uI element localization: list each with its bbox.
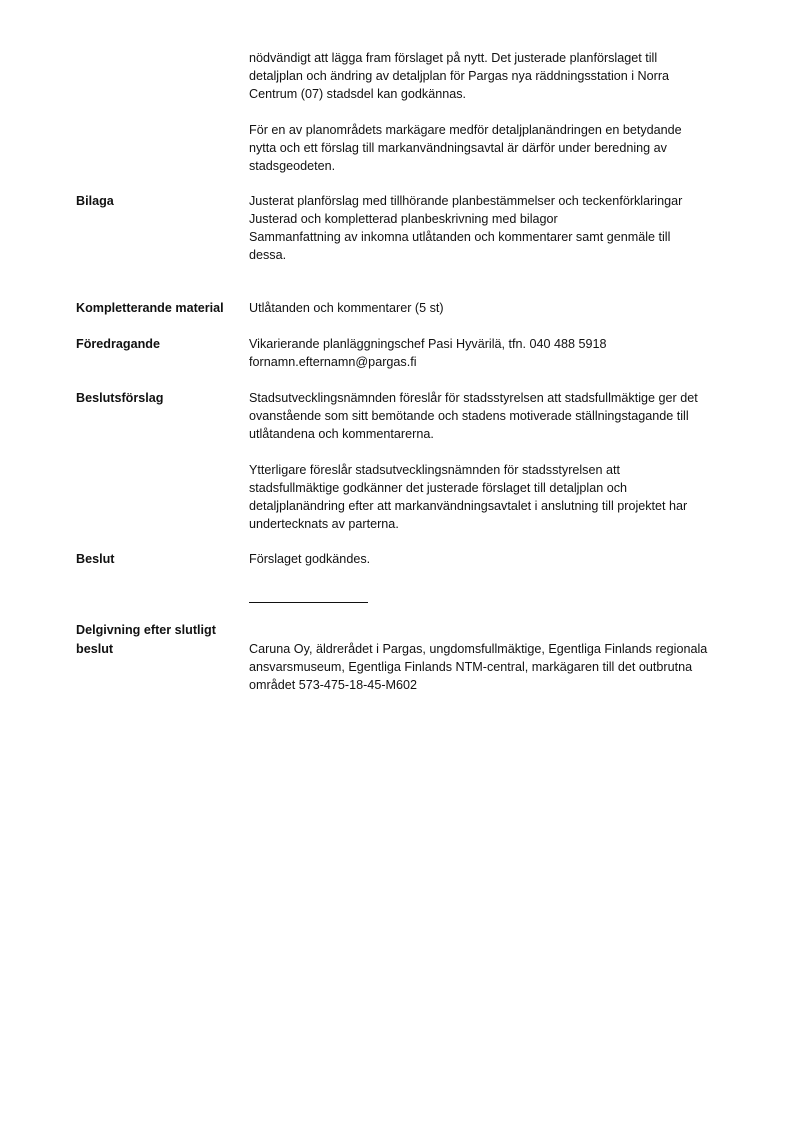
beslutsforslag-paragraph-2 [249, 461, 749, 533]
text-line: nödvändigt att lägga fram förslaget på nytt. Det justerade planförslaget till [249, 51, 658, 65]
text-line: Utlåtanden och kommentarer (5 st) [249, 301, 444, 315]
text-line: dessa. [249, 248, 287, 262]
text-line: utlåtandena och kommentarerna. [249, 427, 434, 441]
kompletterande-label: Kompletterande material [76, 301, 224, 315]
text-line: Förslaget godkändes. [249, 552, 371, 566]
intro-paragraph-2 [249, 121, 749, 175]
beslutsforslag-label: Beslutsförslag [76, 391, 164, 405]
text-line: Justerad och kompletterad planbeskrivning med bilagor [249, 212, 558, 226]
foredragande-label: Föredragande [76, 337, 160, 351]
beslutsforslag-paragraph-1 [249, 389, 749, 443]
text-line: detaljplan och ändring av detaljplan för Pargas nya räddningsstation i Norra [249, 69, 670, 83]
signature-divider [249, 602, 368, 603]
beslut-label: Beslut [76, 552, 115, 566]
kompletterande-content [249, 299, 749, 317]
bilaga-label: Bilaga [76, 194, 114, 208]
text-line: Vikarierande planläggningschef Pasi Hyvärilä, tfn. 040 488 5918 [249, 337, 607, 351]
delgivning-label-line: beslut [76, 642, 114, 656]
text-line: undertecknats av parterna. [249, 517, 399, 531]
text-line: ovanstående som sitt bemötande och stadens motiverade ställningstagande till [249, 409, 689, 423]
bilaga-content [249, 192, 749, 264]
text-line: ansvarsmuseum, Egentliga Finlands NTM-central, markägaren till det outbrutna [249, 660, 693, 674]
contact-email[interactable]: fornamn.efternamn@pargas.fi [249, 355, 417, 369]
text-line: För en av planområdets markägare medför detaljplanändringen en betydande [249, 123, 682, 137]
foredragande-content [249, 335, 749, 371]
text-line: Ytterligare föreslår stadsutvecklingsnämnden för stadsstyrelsen att [249, 463, 620, 477]
text-line: Sammanfattning av inkomna utlåtanden och kommentarer samt genmäle till [249, 230, 671, 244]
delgivning-label-line: Delgivning efter slutligt [76, 623, 216, 637]
text-line: nytta och ett förslag till markanvändningsavtal är därför under beredning av [249, 141, 667, 155]
delgivning-content [249, 640, 749, 694]
delgivning-label [76, 621, 246, 659]
text-line: detaljplanändring efter att markanvändningsavtalet i anslutning till projektet har [249, 499, 688, 513]
text-line: Caruna Oy, äldrerådet i Pargas, ungdomsfullmäktige, Egentliga Finlands regionala [249, 642, 708, 656]
text-line: stadsfullmäktige godkänner det justerade förslaget till detaljplan och [249, 481, 628, 495]
text-line: stadsgeodeten. [249, 159, 336, 173]
text-line: Stadsutvecklingsnämnden föreslår för stadsstyrelsen att stadsfullmäktige ger det [249, 391, 698, 405]
text-line: Centrum (07) stadsdel kan godkännas. [249, 87, 467, 101]
text-line: området 573-475-18-45-M602 [249, 678, 418, 692]
beslut-content [249, 550, 749, 568]
intro-paragraph-1 [249, 49, 749, 103]
text-line: Justerat planförslag med tillhörande planbestämmelser och teckenförklaringar [249, 194, 683, 208]
